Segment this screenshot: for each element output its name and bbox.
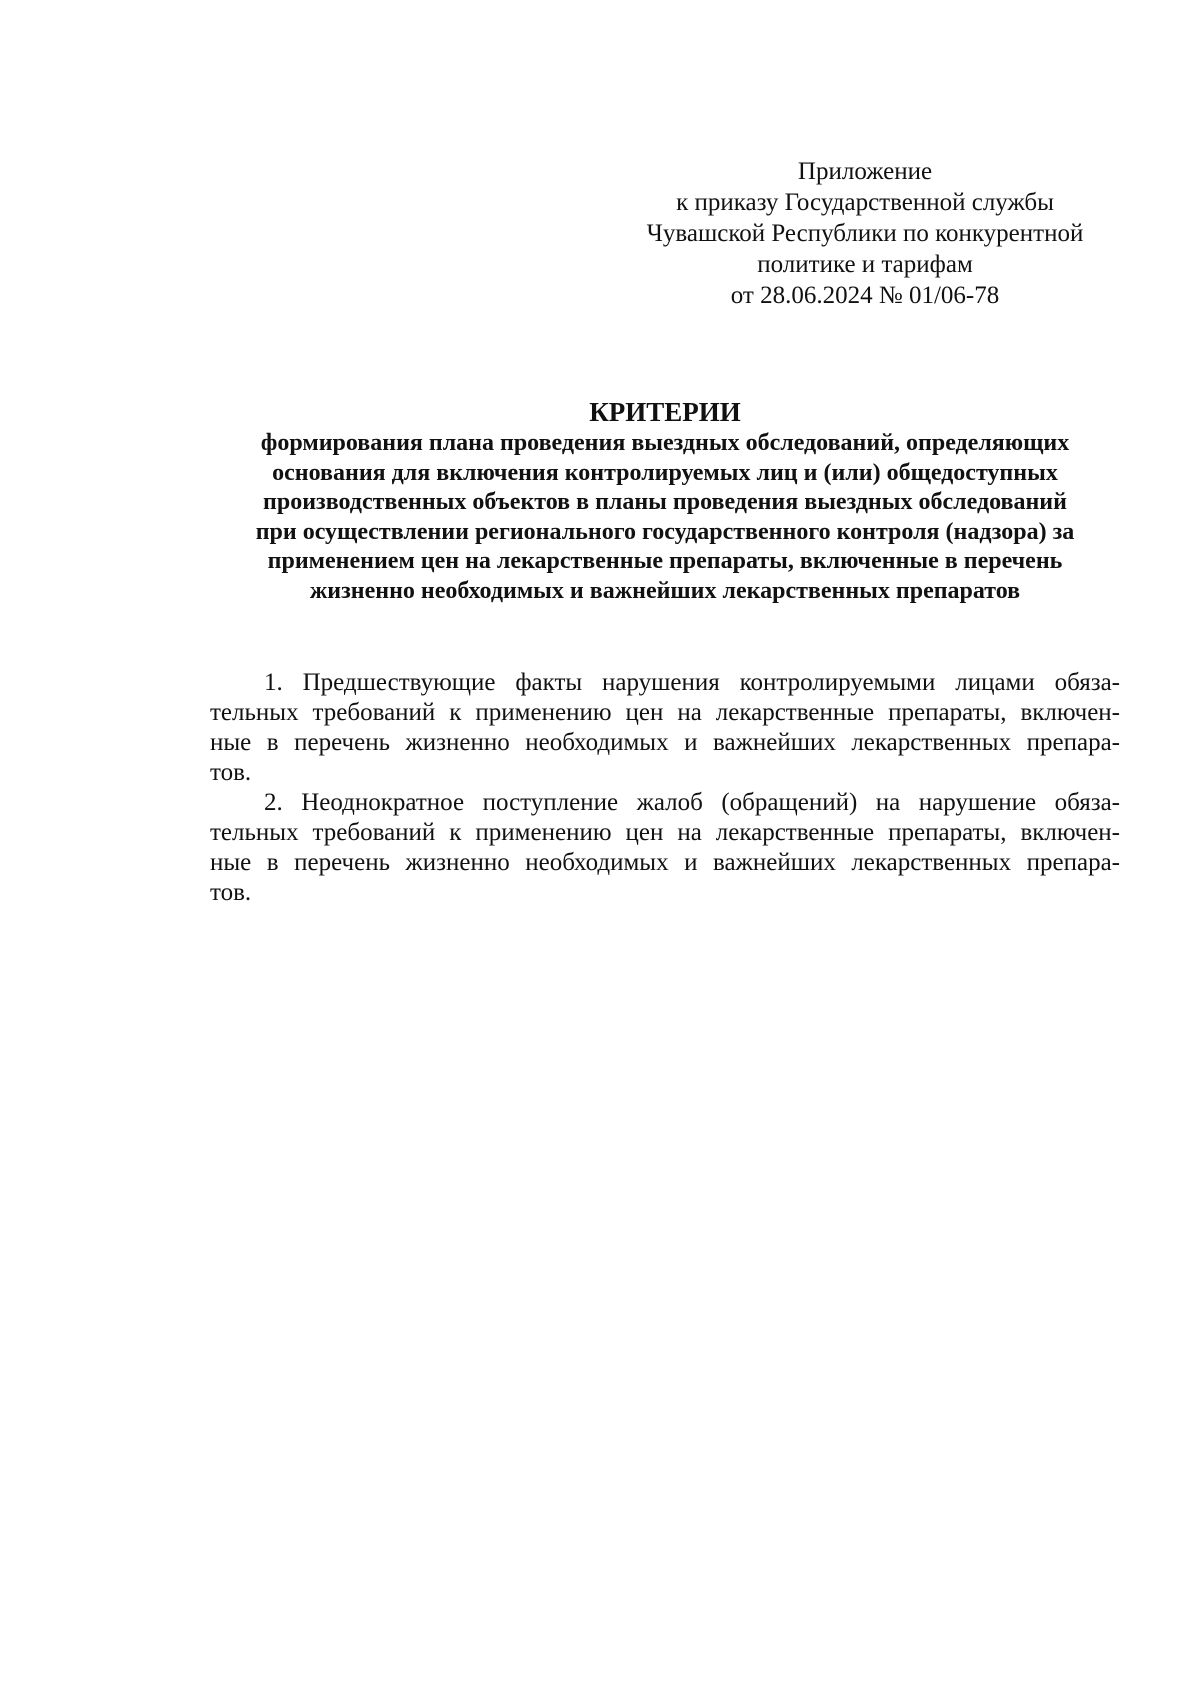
appendix-line: Чувашской Республики по конкурентной (646, 220, 1084, 247)
appendix-header (620, 156, 1110, 311)
paragraph-line: тельных требований к применению цен на лекарственные препараты, включен- (210, 699, 1120, 726)
appendix-line: политике и тарифам (757, 251, 973, 278)
paragraph-line: ные в перечень жизненно необходимых и важнейших лекарственных препара- (210, 729, 1120, 756)
paragraph-line: 2. Неоднократное поступление жалоб (обращений) на нарушение обяза- (264, 789, 1120, 816)
title-line: применением цен на лекарственные препараты, включенные в перечень (267, 548, 1063, 574)
appendix-line: от 28.06.2024 № 01/06-78 (730, 282, 1000, 309)
appendix-line: Приложение (797, 158, 933, 185)
criteria-list (210, 668, 1120, 908)
paragraph-line: тельных требований к применению цен на лекарственные препараты, включен- (210, 819, 1120, 846)
title-line: жизненно необходимых и важнейших лекарственных препаратов (309, 577, 1021, 604)
title-line: основания для включения контролируемых лиц и (или) общедоступных (272, 459, 1058, 486)
paragraph-line: 1. Предшествующие факты нарушения контролируемыми лицами обяза- (264, 669, 1120, 696)
title-main: КРИТЕРИИ (589, 397, 741, 427)
appendix-line: к приказу Государственной службы (676, 189, 1054, 216)
title-subtitle (210, 429, 1120, 606)
paragraph-line: ные в перечень жизненно необходимых и важнейших лекарственных препара- (210, 849, 1120, 876)
title-line: производственных объектов в планы проведения выездных обследований (263, 489, 1067, 515)
document-title (210, 396, 1120, 606)
title-line: формирования плана проведения выездных обследований, определяющих (260, 430, 1070, 456)
title-line: при осуществлении регионального государственного контроля (надзора) за (255, 518, 1075, 545)
criteria-item-2 (210, 788, 1120, 908)
criteria-item-1 (210, 668, 1120, 788)
paragraph-line: тов. (210, 759, 252, 786)
paragraph-line: тов. (210, 879, 252, 906)
